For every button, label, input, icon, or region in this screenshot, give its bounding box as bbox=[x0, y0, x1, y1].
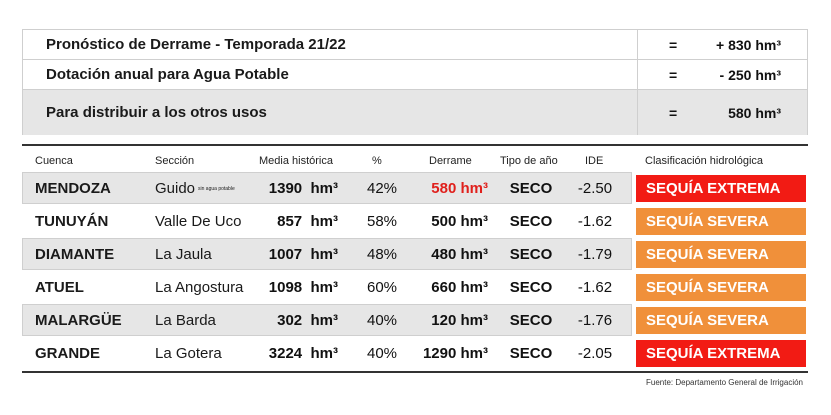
seccion-name: Valle De Uco bbox=[155, 213, 242, 230]
summary-equals: = bbox=[669, 104, 678, 121]
header-tipo: Tipo de año bbox=[500, 155, 558, 167]
summary-value: + 830 hm³ bbox=[716, 36, 781, 53]
ide-cell: -1.62 bbox=[577, 213, 613, 230]
derrame-value: 500 bbox=[431, 213, 457, 230]
clasificacion-badge: SEQUÍA SEVERA bbox=[636, 307, 806, 334]
summary-row-forecast bbox=[23, 30, 807, 59]
cuenca-cell: GRANDE bbox=[35, 345, 101, 362]
pct-cell: 42% bbox=[366, 180, 398, 197]
summary-panel bbox=[22, 29, 808, 135]
ide-cell: -2.50 bbox=[577, 180, 613, 197]
seccion-name: La Barda bbox=[155, 312, 216, 329]
summary-value: - 250 hm³ bbox=[719, 66, 781, 83]
pct-cell: 48% bbox=[366, 246, 398, 263]
summary-label: Pronóstico de Derrame - Temporada 21/22 bbox=[46, 36, 346, 53]
seccion-cell bbox=[155, 172, 235, 205]
header-pct: % bbox=[372, 155, 382, 167]
derrame-unit: hm³ bbox=[460, 279, 488, 296]
cuenca-cell: MENDOZA bbox=[35, 180, 111, 197]
media-cell bbox=[258, 238, 338, 271]
seccion-cell bbox=[155, 238, 212, 271]
source-footnote: Fuente: Departamento General de Irrigación bbox=[646, 378, 803, 387]
table-row bbox=[22, 172, 808, 205]
table-header bbox=[22, 144, 808, 172]
summary-divider bbox=[637, 90, 638, 135]
summary-row-distribute bbox=[23, 89, 807, 135]
clasificacion-badge: SEQUÍA SEVERA bbox=[636, 274, 806, 301]
summary-label: Para distribuir a los otros usos bbox=[46, 104, 267, 121]
tipo-cell: SECO bbox=[509, 312, 553, 329]
derrame-value: 1290 bbox=[422, 345, 457, 362]
derrame-unit: hm³ bbox=[460, 312, 488, 329]
derrame-value: 580 bbox=[431, 180, 457, 197]
summary-equals: = bbox=[669, 36, 678, 53]
seccion-cell bbox=[155, 271, 243, 304]
media-unit: hm³ bbox=[310, 246, 338, 263]
pct-cell: 60% bbox=[366, 279, 398, 296]
seccion-cell bbox=[155, 337, 222, 370]
table-row bbox=[22, 304, 808, 337]
header-media: Media histórica bbox=[259, 155, 333, 167]
summary-equals: = bbox=[669, 66, 678, 83]
tipo-cell: SECO bbox=[509, 213, 553, 230]
header-derrame: Derrame bbox=[429, 155, 472, 167]
cuenca-cell: ATUEL bbox=[35, 279, 84, 296]
derrame-cell bbox=[422, 238, 488, 271]
derrame-value: 480 bbox=[431, 246, 457, 263]
header-ide: IDE bbox=[585, 155, 604, 167]
ide-cell: -2.05 bbox=[577, 345, 613, 362]
media-value: 1390 bbox=[268, 180, 303, 197]
cuenca-cell: MALARGÜE bbox=[35, 312, 122, 329]
derrame-unit: hm³ bbox=[460, 246, 488, 263]
clasificacion-badge: SEQUÍA EXTREMA bbox=[636, 175, 806, 202]
media-cell bbox=[258, 337, 338, 370]
media-cell bbox=[258, 205, 338, 238]
derrame-unit: hm³ bbox=[460, 180, 488, 197]
derrame-cell bbox=[422, 172, 488, 205]
derrame-unit: hm³ bbox=[460, 345, 488, 362]
clasificacion-badge: SEQUÍA EXTREMA bbox=[636, 340, 806, 367]
table-row bbox=[22, 271, 808, 304]
table-row bbox=[22, 205, 808, 238]
table-bottom-rule bbox=[22, 371, 808, 373]
media-unit: hm³ bbox=[310, 312, 338, 329]
table-row bbox=[22, 337, 808, 370]
seccion-name: Guido bbox=[155, 180, 196, 197]
tipo-cell: SECO bbox=[509, 180, 553, 197]
media-value: 3224 bbox=[268, 345, 303, 362]
seccion-cell bbox=[155, 304, 216, 337]
media-unit: hm³ bbox=[310, 180, 338, 197]
summary-divider bbox=[637, 30, 638, 59]
header-cuenca: Cuenca bbox=[35, 155, 73, 167]
media-value: 302 bbox=[277, 312, 303, 329]
tipo-cell: SECO bbox=[509, 345, 553, 362]
clasificacion-badge: SEQUÍA SEVERA bbox=[636, 241, 806, 268]
derrame-cell bbox=[422, 304, 488, 337]
seccion-cell bbox=[155, 205, 241, 238]
ide-cell: -1.76 bbox=[577, 312, 613, 329]
seccion-note: sin agua potable bbox=[198, 185, 235, 192]
tipo-cell: SECO bbox=[509, 246, 553, 263]
header-clasificacion: Clasificación hidrológica bbox=[645, 155, 764, 167]
pct-cell: 40% bbox=[366, 312, 398, 329]
pct-cell: 40% bbox=[366, 345, 398, 362]
derrame-unit: hm³ bbox=[460, 213, 488, 230]
pct-cell: 58% bbox=[366, 213, 398, 230]
cuenca-cell: TUNUYÁN bbox=[35, 213, 109, 230]
media-unit: hm³ bbox=[310, 279, 338, 296]
clasificacion-badge: SEQUÍA SEVERA bbox=[636, 208, 806, 235]
summary-label: Dotación anual para Agua Potable bbox=[46, 66, 289, 83]
seccion-name: La Jaula bbox=[155, 246, 212, 263]
media-value: 1098 bbox=[268, 279, 303, 296]
summary-row-potable bbox=[23, 59, 807, 89]
summary-value: 580 hm³ bbox=[728, 104, 781, 121]
media-unit: hm³ bbox=[310, 213, 338, 230]
summary-divider bbox=[637, 60, 638, 89]
seccion-name: La Gotera bbox=[155, 345, 222, 362]
derrame-cell bbox=[422, 205, 488, 238]
cuenca-cell: DIAMANTE bbox=[35, 246, 115, 263]
media-cell bbox=[258, 271, 338, 304]
media-value: 857 bbox=[277, 213, 303, 230]
seccion-name: La Angostura bbox=[155, 279, 244, 296]
tipo-cell: SECO bbox=[509, 279, 553, 296]
derrame-value: 660 bbox=[431, 279, 457, 296]
header-seccion: Sección bbox=[155, 155, 195, 167]
derrame-cell bbox=[422, 271, 488, 304]
media-value: 1007 bbox=[268, 246, 303, 263]
derrame-value: 120 bbox=[431, 312, 457, 329]
ide-cell: -1.62 bbox=[577, 279, 613, 296]
derrame-cell bbox=[422, 337, 488, 370]
media-cell bbox=[258, 172, 338, 205]
ide-cell: -1.79 bbox=[577, 246, 613, 263]
media-cell bbox=[258, 304, 338, 337]
media-unit: hm³ bbox=[310, 345, 338, 362]
table-row bbox=[22, 238, 808, 271]
